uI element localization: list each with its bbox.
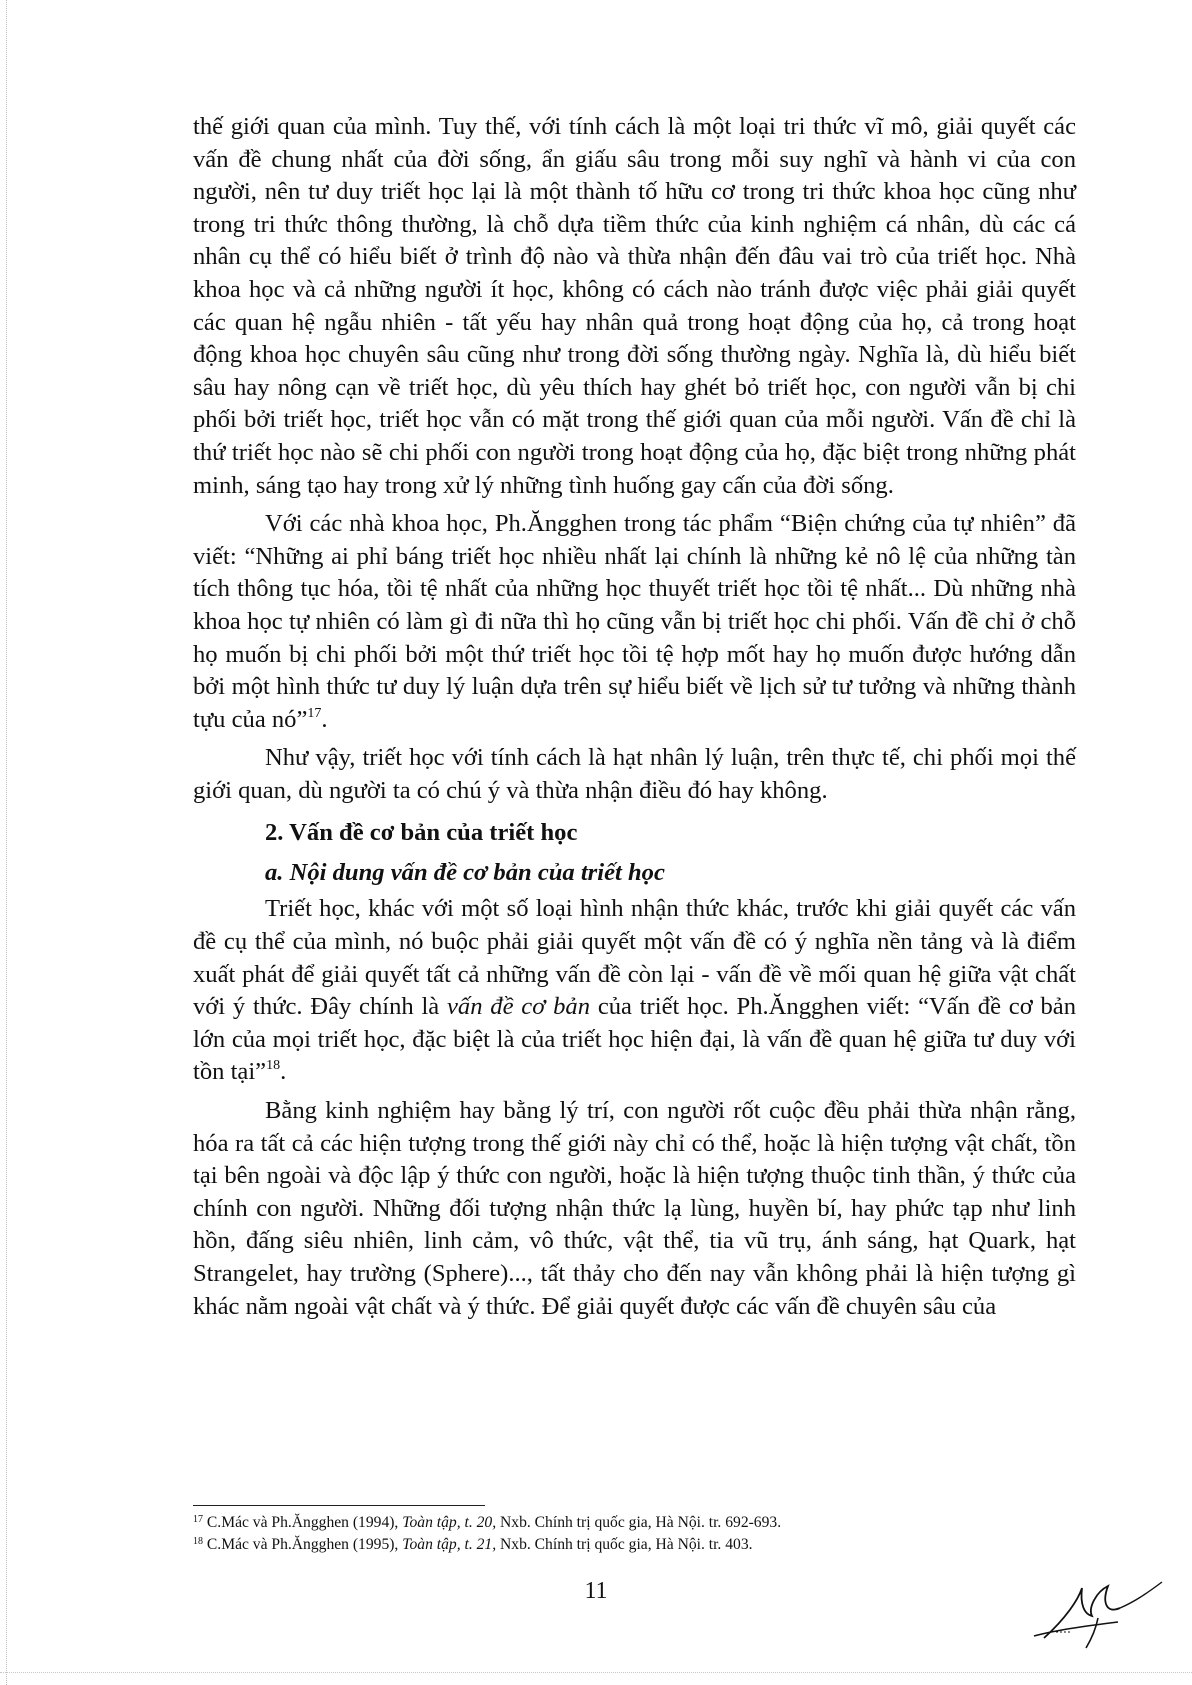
body-text [193, 111, 1076, 1323]
footnote-17 [193, 1512, 1083, 1534]
handwritten-signature-icon [1026, 1578, 1166, 1650]
footnote-publisher: Nxb. Chính trị quốc gia, Hà Nội. tr. 403. [496, 1536, 753, 1553]
footnote-title: Toàn tập, t. 21, [402, 1536, 497, 1553]
page-number: 11 [584, 1578, 608, 1604]
emphasis-text: vấn đề cơ bản [447, 993, 591, 1021]
footnote-author: C.Mác và Ph.Ăngghen (1994), [206, 1514, 403, 1531]
subsection-heading: a. Nội dung vấn đề cơ bản của triết học [265, 859, 665, 887]
paragraph-basic-question [193, 893, 1076, 1089]
paragraph-text: Triết học, khác với một số loại hình nhận thức khác, trước khi giải quyết các vấn đề cụ thể của mình, nó buộc phải giải quyết một vấn đề có ý nghĩa nền tảng và là điểm xuất phát để giải quyết tất cả những vấn đề còn lại - vấn đề về mối quan hệ giữa vật chất với ý thức. Đây chính là [193, 895, 1076, 1021]
paragraph-continued: thế giới quan của mình. Tuy thế, với tính cách là một loại tri thức vĩ mô, giải quyết các vấn đề chung nhất của đời sống, ẩn giấu sâu trong mỗi suy nghĩ và hành vi của con người, nên tư duy triết học lại là một thành tố hữu cơ trong tri thức khoa học cũng như trong tri thức thông thường, là chỗ dựa tiềm thức của kinh nghiệm cá nhân, dù các cá nhân cụ thể có hiểu biết ở trình độ nào và thừa nhận đến đâu vai trò của triết học. Nhà khoa học và cả những người ít học, không có cách nào tránh được việc phải giải quyết các quan hệ ngẫu nhiên - tất yếu hay nhân quả trong hoạt động của họ, cả trong hoạt động khoa học chuyên sâu cũng như trong đời sống thường ngày. Nghĩa là, dù hiểu biết sâu hay nông cạn về triết học, dù yêu thích hay ghét bỏ triết học, con người vẫn bị chi phối bởi triết học, triết học vẫn có mặt trong thế giới quan của mỗi người. Vấn đề chỉ là thứ triết học nào sẽ chi phối con người trong hoạt động của họ, đặc biệt trong những phát minh, sáng tạo hay trong xử lý những tình huống gay cấn của đời sống. [193, 113, 1076, 499]
footnote-divider [193, 1505, 485, 1506]
footnotes [193, 1512, 1083, 1556]
paragraph-phenomena: Bằng kinh nghiệm hay bằng lý trí, con người rốt cuộc đều phải thừa nhận rằng, hóa ra tất cả các hiện tượng trong thế giới này chỉ có thể, hoặc là hiện tượng vật chất, tồn tại bên ngoài và độc lập ý thức con người, hoặc là hiện tượng thuộc tinh thần, ý thức của chính con người. Những đối tượng nhận thức lạ lùng, huyền bí, hay phức tạp như linh hồn, đấng siêu nhiên, linh cảm, vô thức, vật thể, tia vũ trụ, ánh sáng, hạt Quark, hạt Strangelet, hay trường (Sphere)..., tất thảy cho đến nay vẫn không phải là hiện tượng gì khác nằm ngoài vật chất và ý thức. Để giải quyết được các vấn đề chuyên sâu của [193, 1097, 1076, 1320]
footnote-number: 18 [193, 1536, 203, 1547]
paragraph-end: . [321, 705, 328, 733]
footnote-author: C.Mác và Ph.Ăngghen (1995), [206, 1536, 403, 1553]
section-heading: 2. Vấn đề cơ bản của triết học [265, 819, 578, 847]
paragraph-text: Với các nhà khoa học, Ph.Ăngghen trong tác phẩm “Biện chứng của tự nhiên” đã viết: “Những ai phỉ báng triết học nhiều nhất lại chính là những kẻ nô lệ của những tàn tích thông tục hóa, tồi tệ nhất của những học thuyết triết học tồi tệ nhất... Dù những nhà khoa học tự nhiên có làm gì đi nữa thì họ cũng vẫn bị triết học chi phối. Vấn đề chỉ ở chỗ họ muốn bị chi phối bởi một thứ triết học tồi tệ hợp mốt hay họ muốn được hướng dẫn bởi một hình thức tư duy lý luận dựa trên sự hiểu biết về lịch sử tư tưởng và những thành tựu của nó” [193, 510, 1076, 733]
footnote-ref-17[interactable]: 17 [307, 705, 322, 721]
paragraph-end: . [280, 1058, 287, 1086]
footnote-title: Toàn tập, t. 20, [402, 1514, 497, 1531]
scan-edge-left [6, 0, 8, 1685]
paragraph-engels-quote [193, 508, 1076, 736]
footnote-18 [193, 1534, 1083, 1556]
scan-edge-bottom [0, 1672, 1192, 1674]
paragraph-text: của triết học. Ph.Ăngghen viết: “Vấn đề cơ bản lớn của mọi triết học, đặc biệt là của triết học hiện đại, là vấn đề quan hệ giữa tư duy với tồn tại” [193, 993, 1076, 1086]
paragraph-conclusion: Như vậy, triết học với tính cách là hạt nhân lý luận, trên thực tế, chi phối mọi thế giới quan, dù người ta có chú ý và thừa nhận điều đó hay không. [193, 744, 1076, 804]
footnote-number: 17 [193, 1514, 203, 1525]
footnote-ref-18[interactable]: 18 [266, 1058, 281, 1074]
footnote-publisher: Nxb. Chính trị quốc gia, Hà Nội. tr. 692-693. [496, 1514, 782, 1531]
